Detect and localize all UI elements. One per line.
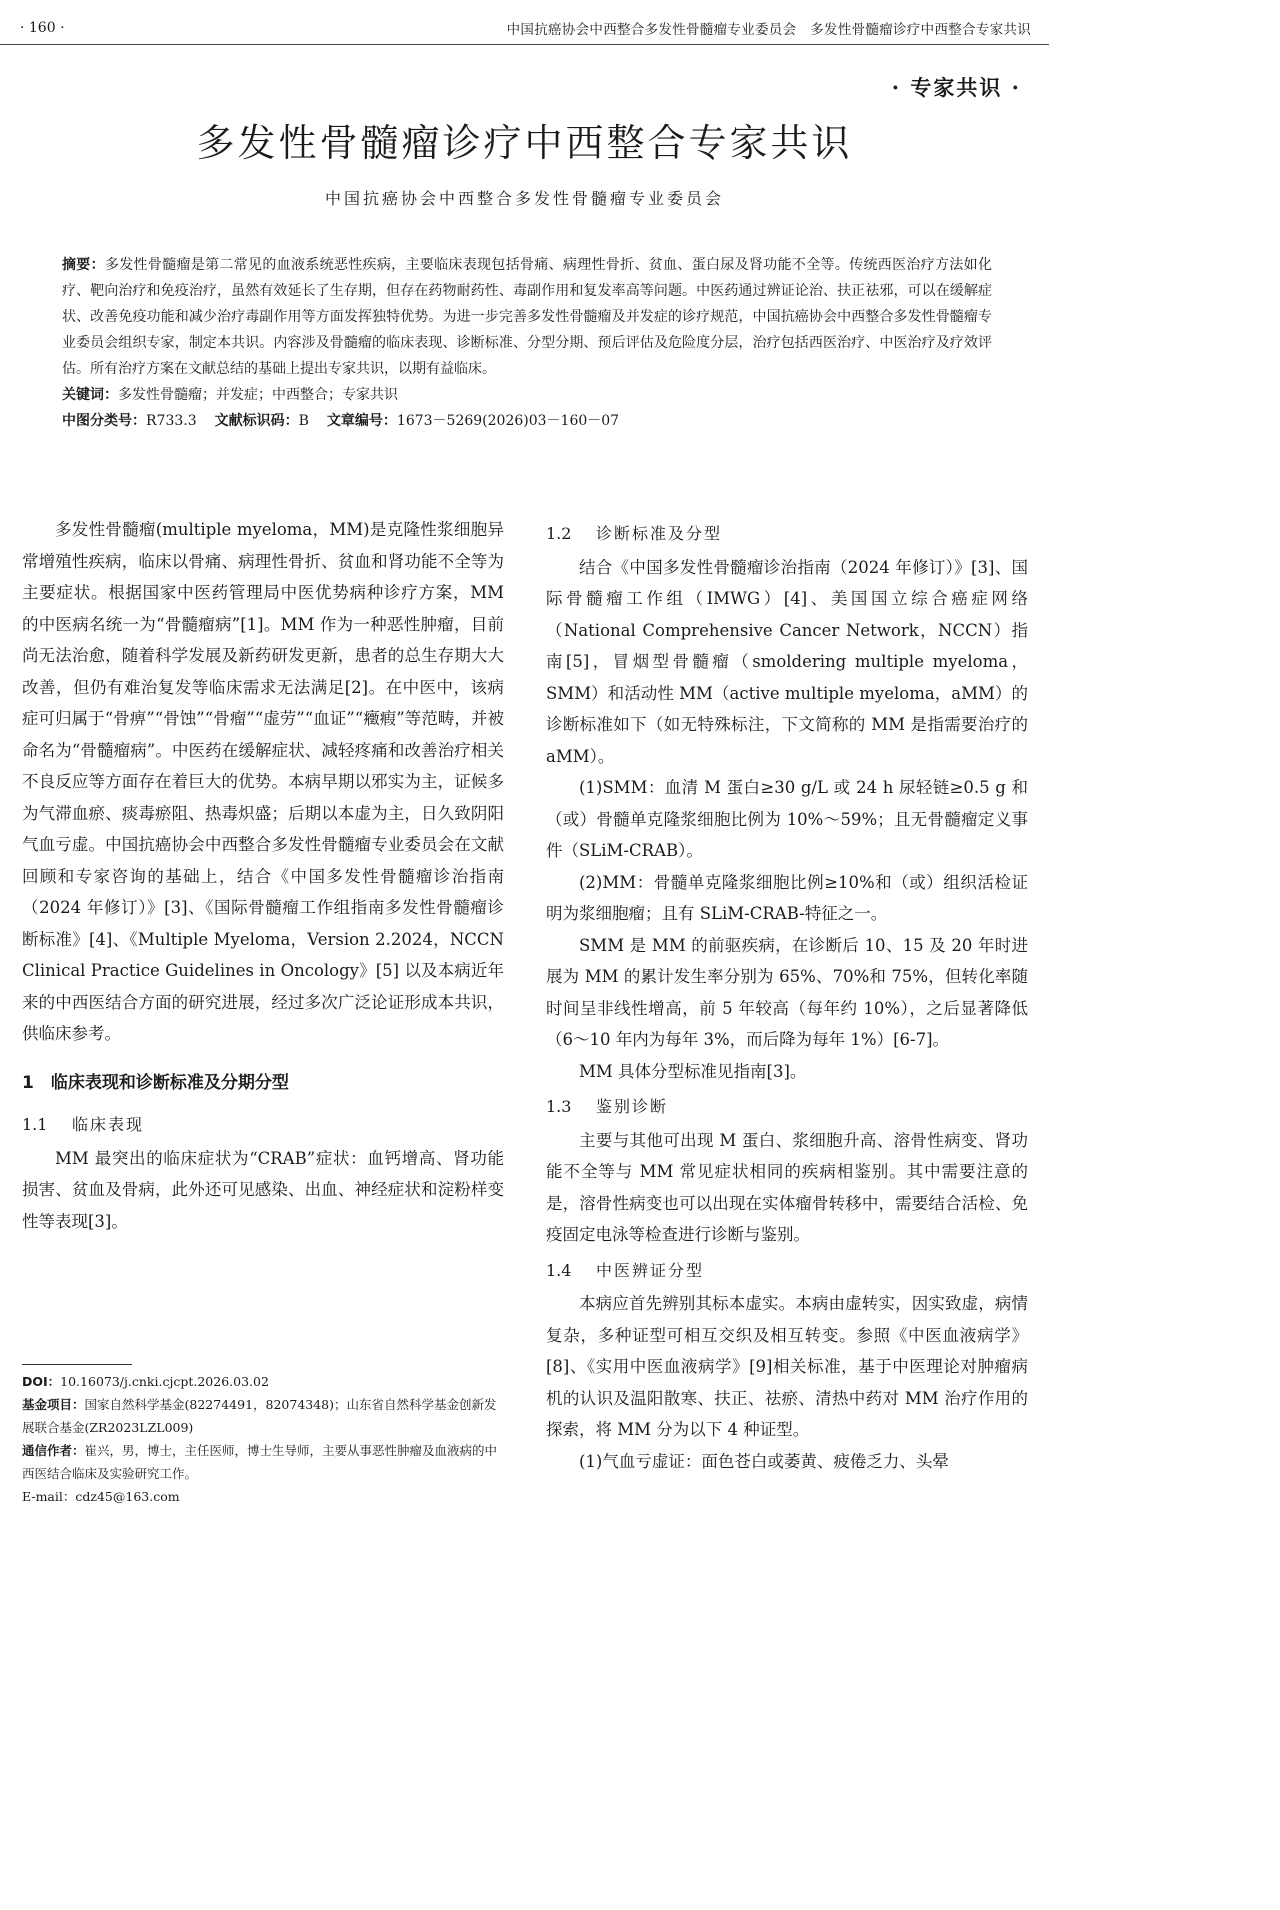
corresponding-author-line	[22, 1439, 504, 1485]
syndrome-type-1: (1)气血亏虚证：面色苍白或萎黄、疲倦乏力、头晕	[579, 1451, 949, 1471]
footnote-divider	[22, 1364, 132, 1365]
clc-value: R733.3	[146, 413, 197, 429]
section-1-2-paragraph: 结合《中国多发性骨髓瘤诊治指南（2024 年修订）》[3]、国际骨髓瘤工作组（IMWG）[4]、美国国立综合癌症网络（National Comprehensive Cancer Network，NCCN）指南[5]，冒烟型骨髓瘤（smoldering multiple myeloma，SMM）和活动性 MM（active multiple myeloma，aMM）的诊断标准如下（如无特殊标注，下文简称的 MM 是指需要治疗的 aMM）。	[546, 557, 1028, 766]
section-1-4-heading	[546, 1255, 1028, 1287]
funding-value: 国家自然科学基金(82274491，82074348)；山东省自然科学基金创新发展联合基金(ZR2023LZL009)	[22, 1397, 497, 1435]
abstract-label: 摘要：	[62, 257, 105, 273]
article-no-label: 文章编号：	[326, 413, 397, 429]
section-1-4-number: 1.4	[546, 1260, 572, 1280]
smm-progression-paragraph: SMM 是 MM 的前驱疾病，在诊断后 10、15 及 20 年时进展为 MM 的累计发生率分别为 65%、70%和 75%，但转化率随时间呈非线性增高，前 5 年较高（每年约 10%），之后显著降低（6～10 年内为每年 3%，而后降为每年 1%）[6-7]。	[546, 935, 1028, 1049]
abstract	[62, 252, 992, 382]
doi-label: DOI：	[22, 1374, 61, 1389]
footnotes	[22, 1370, 504, 1508]
section-1-1-paragraph: MM 最突出的临床症状为“CRAB”症状：血钙增高、肾功能损害、贫血及骨病，此外还可见感染、出血、神经症状和淀粉样变性等表现[3]。	[22, 1148, 504, 1231]
funding-line	[22, 1393, 504, 1439]
clc-label: 中图分类号：	[62, 413, 146, 429]
section-1-2-number: 1.2	[546, 524, 572, 543]
abstract-block	[62, 252, 992, 434]
section-1-4-paragraph: 本病应首先辨别其标本虚实。本病由虚转实，因实致虚，病情复杂，多种证型可相互交织及相互转变。参照《中医血液病学》[8]、《实用中医血液病学》[9]相关标准，基于中医理论对肿瘤病机的认识及温阳散寒、扶正、祛瘀、清热中药对 MM 治疗作用的探索，将 MM 分为以下 4 种证型。	[546, 1294, 1028, 1439]
abstract-text: 多发性骨髓瘤是第二常见的血液系统恶性疾病，主要临床表现包括骨痛、病理性骨折、贫血、蛋白尿及肾功能不全等。传统西医治疗方法如化疗、靶向治疗和免疫治疗，虽然有效延长了生存期，但存在药物耐药性、毒副作用和复发率高等问题。中医药通过辨证论治、扶正祛邪，可以在缓解症状、改善免疫功能和减少治疗毒副作用等方面发挥独特优势。为进一步完善多发性骨髓瘤及并发症的诊疗规范，中国抗癌协会中西整合多发性骨髓瘤专业委员会组织专家，制定本共识。内容涉及骨髓瘤的临床表现、诊断标准、分型分期、预后评估及危险度分层，治疗包括西医治疗、中医治疗及疗效评估。所有治疗方案在文献总结的基础上提出专家共识，以期有益临床。	[62, 257, 992, 377]
article-title: 多发性骨髓瘤诊疗中西整合专家共识	[196, 121, 853, 165]
smm-criteria: (1)SMM：血清 M 蛋白≥30 g/L 或 24 h 尿轻链≥0.5 g 和（或）骨髓单克隆浆细胞比例为 10%～59%；且无骨髓瘤定义事件（SLiM-CRAB）。	[546, 778, 1028, 860]
author-affiliation: 中国抗癌协会中西整合多发性骨髓瘤专业委员会	[324, 189, 724, 208]
column-tag: · 专家共识 ·	[891, 75, 1021, 100]
section-1-3-paragraph: 主要与其他可出现 M 蛋白、浆细胞升高、溶骨性病变、肾功能不全等与 MM 常见症状相同的疾病相鉴别。其中需要注意的是，溶骨性病变也可以出现在实体瘤骨转移中，需要结合活检、免疫固定电泳等检查进行诊断与鉴别。	[546, 1130, 1028, 1244]
section-1-heading: 1 临床表现和诊断标准及分期分型	[22, 1072, 289, 1093]
section-1-2-heading	[546, 518, 1028, 550]
running-title: 中国抗癌协会中西整合多发性骨髓瘤专业委员会 多发性骨髓瘤诊疗中西整合专家共识	[506, 22, 1031, 38]
email-line[interactable]: E-mail：cdz45@163.com	[22, 1489, 180, 1504]
running-header	[0, 0, 1049, 45]
doi-line	[22, 1370, 504, 1393]
doc-code-value: B	[298, 413, 309, 429]
section-1-3-heading	[546, 1091, 1028, 1123]
section-1-3-title: 鉴别诊断	[596, 1097, 669, 1116]
corresponding-value: 崔兴，男，博士，主任医师，博士生导师，主要从事恶性肿瘤及血液病的中西医结合临床及实验研究工作。	[22, 1443, 498, 1481]
typing-reference: MM 具体分型标准见指南[3]。	[579, 1061, 807, 1081]
section-1-4-title: 中医辨证分型	[596, 1260, 705, 1280]
section-1-1-number: 1.1	[22, 1115, 48, 1134]
doi-value[interactable]: 10.16073/j.cnki.cjcpt.2026.03.02	[60, 1374, 269, 1389]
section-1-1-title: 临床表现	[72, 1115, 145, 1134]
mm-criteria: (2)MM：骨髓单克隆浆细胞比例≥10%和（或）组织活检证明为浆细胞瘤；且有 SLiM-CRAB-特征之一。	[546, 872, 1028, 923]
article-no-value: 1673－5269(2026)03－160－07	[396, 413, 620, 429]
section-1-2-title: 诊断标准及分型	[596, 524, 723, 543]
keywords-label: 关键词：	[62, 387, 118, 403]
section-1-1-heading	[22, 1109, 504, 1141]
keywords-text: 多发性骨髓瘤；并发症；中西整合；专家共识	[118, 387, 398, 403]
right-column	[546, 514, 1028, 1477]
section-1-3-number: 1.3	[546, 1097, 572, 1116]
funding-label: 基金项目：	[22, 1397, 85, 1412]
left-column	[22, 514, 504, 1237]
corresponding-label: 通信作者：	[22, 1443, 85, 1458]
classification-line	[62, 408, 992, 434]
keywords	[62, 382, 992, 408]
page-number: · 160 ·	[20, 20, 65, 36]
intro-paragraph: 多发性骨髓瘤(multiple myeloma，MM)是克隆性浆细胞异常增殖性疾病，临床以骨痛、病理性骨折、贫血和肾功能不全等为主要症状。根据国家中医药管理局中医优势病种诊疗方案，MM 的中医病名统一为“骨髓瘤病”[1]。MM 作为一种恶性肿瘤，目前尚无法治愈，随着科学发展及新药研发更新，患者的总生存期大大改善，但仍有难治复发等临床需求无法满足[2]。在中医中，该病症可归属于“骨痹”“骨蚀”“骨瘤”“虚劳”“血证”“癥瘕”等范畴，并被命名为“骨髓瘤病”。中医药在缓解症状、减轻疼痛和改善治疗相关不良反应等方面存在着巨大的优势。本病早期以邪实为主，证候多为气滞血瘀、痰毒瘀阻、热毒炽盛；后期以本虚为主，日久致阴阳气血亏虚。中国抗癌协会中西整合多发性骨髓瘤专业委员会在文献回顾和专家咨询的基础上，结合《中国多发性骨髓瘤诊治指南（2024 年修订）》[3]、《国际骨髓瘤工作组指南多发性骨髓瘤诊断标准》[4]、《Multiple Myeloma，Version 2.2024，NCCN Clinical Practice Guidelines in Oncology》[5] 以及本病近年来的中西医结合方面的研究进展，经过多次广泛论证形成本共识，供临床参考。	[22, 520, 504, 1043]
doc-code-label: 文献标识码：	[214, 413, 299, 429]
